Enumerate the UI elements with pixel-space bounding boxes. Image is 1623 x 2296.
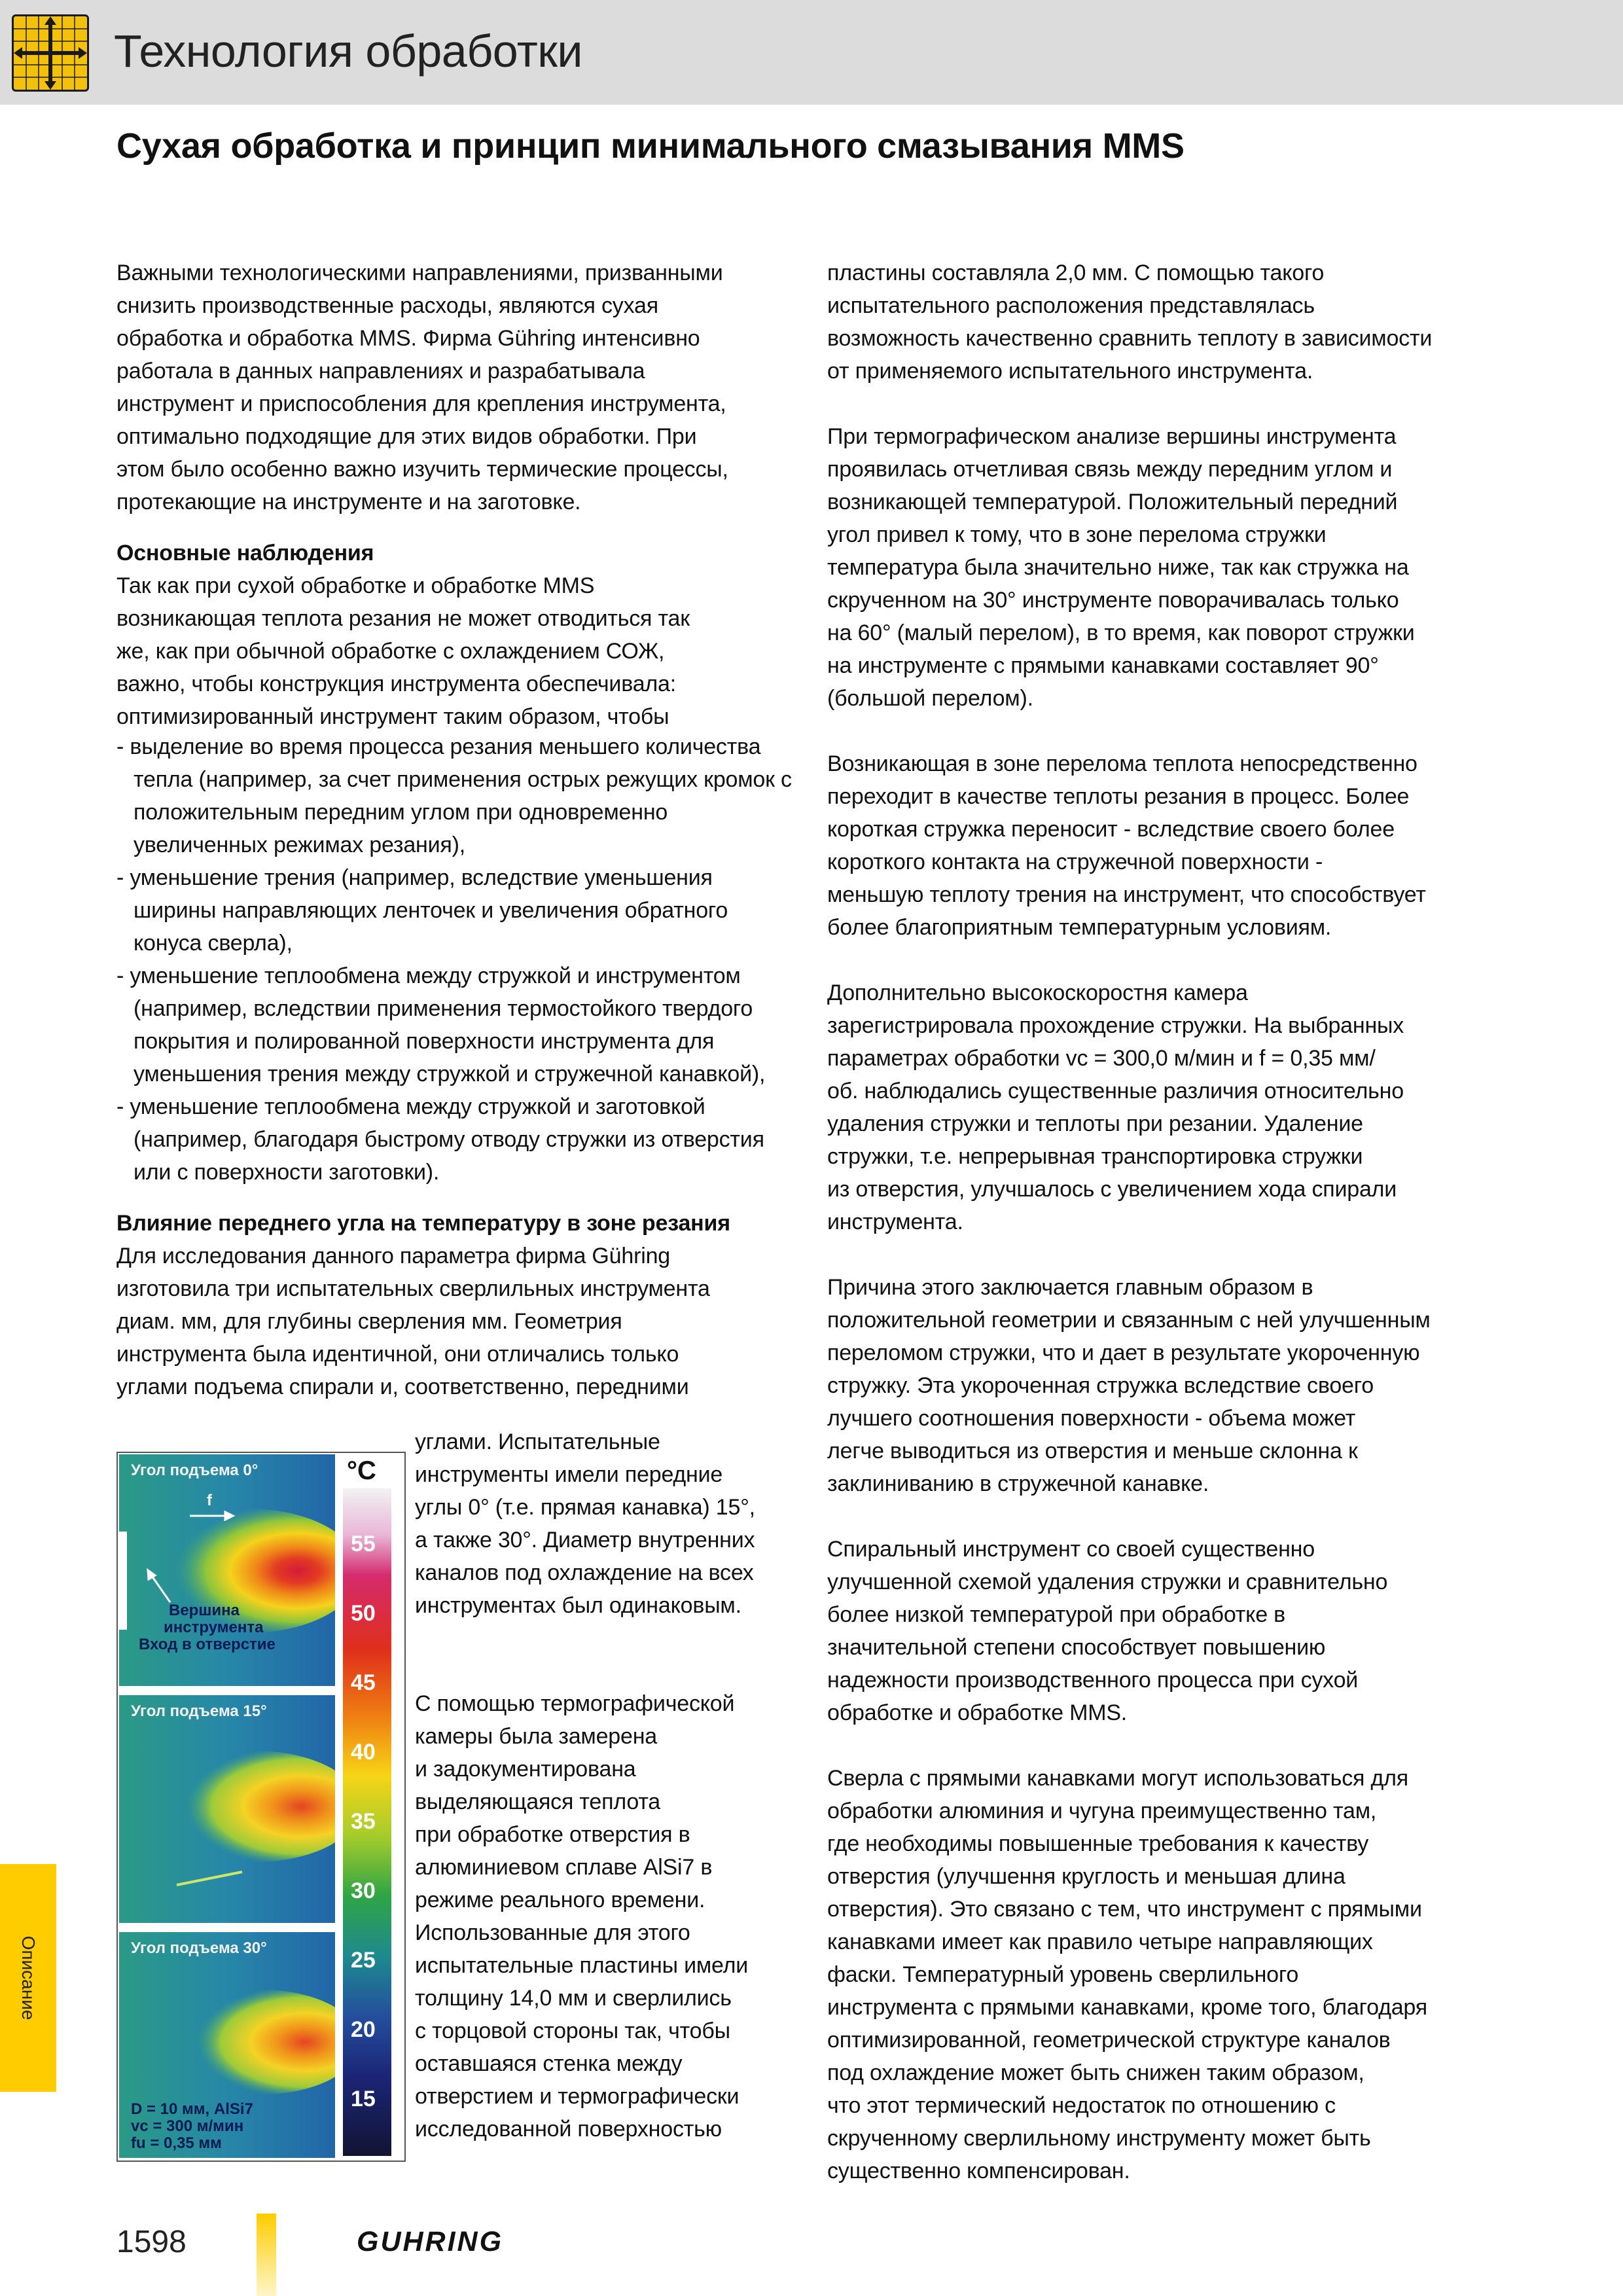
paragraph xyxy=(827,420,1554,715)
text-line: лучшего соотношения поверхности - объема может xyxy=(827,1406,1356,1431)
paragraph xyxy=(827,1533,1554,1729)
text-line: переходит в качестве теплоты резания в процесс. Более xyxy=(827,784,1410,809)
text-line: скрученном на 30° инструменте поворачивалась только xyxy=(827,588,1399,613)
text-line: отверстия). Это связано с тем, что инструмент с прямыми xyxy=(827,1897,1422,1922)
text-line: толщину 14,0 мм и сверлились xyxy=(415,1986,732,2011)
tip-note-2: инструмента xyxy=(164,1619,264,1636)
list-item: - уменьшение теплообмена между стружкой и инструментом (например, вследствии применения термостойкого твердого покрытия и полированной поверхности инструмента для уменьшения трения между стружкой и стружечной канавкой), xyxy=(116,963,766,1086)
text-line: инструмента была идентичной, они отличались только xyxy=(116,1342,679,1367)
text-line: этом было особенно важно изучить термические процессы, xyxy=(116,457,728,482)
text-line: канавками имеет как правило четыре направляющих xyxy=(827,1929,1373,1954)
text-line: протекающие на инструменте и на заготовке. xyxy=(116,490,581,514)
text-line: инструментах был одинаковым. xyxy=(415,1593,741,1618)
text-line: режиме реального времени. xyxy=(415,1888,705,1912)
params-line-3: fu = 0,35 мм xyxy=(131,2134,222,2152)
text-line: углы 0° (т.е. прямая канавка) 15°, xyxy=(415,1495,755,1520)
text-line: возможность качественно сравнить теплоту в зависимости xyxy=(827,326,1433,351)
text-line: пластины составляла 2,0 мм. С помощью такого xyxy=(827,260,1325,285)
paragraph xyxy=(827,1271,1554,1500)
text-line: и задокументирована xyxy=(415,1757,636,1782)
text-line: С помощью термографической xyxy=(415,1691,735,1716)
text-line: существенно компенсирован. xyxy=(827,2159,1130,2183)
text-line: легче выводиться из отверстия и меньше склонна к xyxy=(827,1439,1358,1463)
text-line: каналов под охлаждение на всех xyxy=(415,1560,754,1585)
text-line: оставшаяся стенка между xyxy=(415,2051,683,2076)
text-line: обработка и обработка MMS. Фирма Gühring интенсивно xyxy=(116,326,700,351)
text-line: где необходимы повышенные требования к качеству xyxy=(827,1831,1369,1856)
paragraph xyxy=(827,977,1554,1238)
params-line-2: vc = 300 м/мин xyxy=(131,2117,244,2135)
text-line: Причина этого заключается главным образом в xyxy=(827,1275,1313,1300)
text-line: При термографическом анализе вершины инструмента xyxy=(827,424,1397,449)
list-item: - выделение во время процесса резания меньшего количества тепла (например, за счет применения острых режущих кромок с положительным передним углом при одновременно увеличенных режимах резания), xyxy=(116,734,792,857)
text-line: проявилась отчетливая связь между передним углом и xyxy=(827,457,1393,482)
text-line: инструмента. xyxy=(827,1210,963,1234)
text-line: значительной степени способствует повышению xyxy=(827,1635,1326,1660)
text-line: фаски. Температурный уровень сверлильного xyxy=(827,1962,1299,1987)
text-line: Спиральный инструмент со своей существенно xyxy=(827,1537,1315,1562)
heading-observations: Основные наблюдения xyxy=(116,541,374,565)
text-line: на 60° (малый перелом), в то время, как поворот стружки xyxy=(827,620,1415,645)
text-line: на инструменте с прямыми канавками составляет 90° xyxy=(827,653,1379,678)
text-line: Возникающая в зоне перелома теплота непосредственно xyxy=(827,751,1418,776)
paragraph xyxy=(827,1762,1554,2187)
paragraph xyxy=(827,747,1554,944)
tip-note-1: Вершина xyxy=(169,1602,240,1619)
text-line: температура была значительно ниже, так как стружка на xyxy=(827,555,1409,580)
text-line: возникающая теплота резания не может отводиться так xyxy=(116,606,690,631)
text-line: стружки, т.е. непрерывная транспортировка стружки xyxy=(827,1144,1363,1169)
text-line: Важными технологическими направлениями, призванными xyxy=(116,260,723,285)
text-line: стружку. Эта укороченная стружка вследствие своего xyxy=(827,1373,1374,1398)
observations-paragraph xyxy=(116,569,797,733)
text-line: параметрах обработки vc = 300,0 м/мин и f = 0,35 мм/ xyxy=(827,1046,1376,1071)
footer-accent-bar xyxy=(257,2214,276,2296)
scale-tick: 15 xyxy=(351,2087,376,2111)
scale-tick: 35 xyxy=(351,1809,376,1834)
text-line: Так как при сухой обработке и обработке MMS xyxy=(116,573,595,598)
text-line: под охлаждение может быть снижен таким образом, xyxy=(827,2060,1364,2085)
intro-paragraph xyxy=(116,257,797,518)
scale-unit: °C xyxy=(347,1456,376,1485)
text-line: Использованные для этого xyxy=(415,1920,690,1945)
text-line: выделяющаяся теплота xyxy=(415,1789,661,1814)
text-line: обработке и обработке MMS. xyxy=(827,1700,1128,1725)
section-title: Технология обработки xyxy=(114,26,582,77)
page-title: Сухая обработка и принцип минимального смазывания MMS xyxy=(116,126,1185,166)
text-line: диам. мм, для глубины сверления мм. Геометрия xyxy=(116,1309,622,1334)
figure-side-text xyxy=(415,1426,801,2145)
text-line: а также 30°. Диаметр внутренних xyxy=(415,1528,755,1552)
scale-tick: 50 xyxy=(351,1601,376,1626)
right-column xyxy=(827,257,1554,2187)
heading-rake-angle: Влияние переднего угла на температуру в зоне резания xyxy=(116,1211,730,1236)
text-line: при обработке отверстия в xyxy=(415,1822,690,1847)
panel-label-15deg: Угол подъема 15° xyxy=(131,1702,267,1720)
text-line: Для исследования данного параметра фирма Gühring xyxy=(116,1244,670,1268)
text-line: работала в данных направлениях и разрабатывала xyxy=(116,359,645,384)
scale-tick: 40 xyxy=(351,1740,376,1765)
text-line: (большой перелом). xyxy=(827,686,1033,711)
text-line: что этот термический недостаток по отношению с xyxy=(827,2093,1336,2118)
list-item: - уменьшение трения (например, вследствие уменьшения ширины направляющих ленточек и увеличения обратного конуса сверла), xyxy=(116,865,728,956)
text-line: возникающей температурой. Положительный передний xyxy=(827,490,1398,514)
text-line: оптимизированный инструмент таким образом, чтобы xyxy=(116,704,669,729)
text-line: инструмента с прямыми канавками, кроме того, благодаря xyxy=(827,1995,1427,2020)
text-line: Сверла с прямыми канавками могут использоваться для xyxy=(827,1766,1408,1791)
text-line: зарегистрировала прохождение стружки. На выбранных xyxy=(827,1013,1404,1038)
text-line: короткого контакта на стружечной поверхности - xyxy=(827,850,1323,874)
scale-tick: 45 xyxy=(351,1670,376,1695)
text-line: меньшую теплоту трения на инструмент, что способствует xyxy=(827,882,1426,907)
panel-label-0deg: Угол подъема 0° xyxy=(131,1462,259,1479)
side-tab[interactable] xyxy=(0,1864,56,2092)
text-line: важно, чтобы конструкция инструмента обеспечивала: xyxy=(116,672,677,696)
scale-tick: 25 xyxy=(351,1948,376,1973)
list-item: - уменьшение теплообмена между стружкой и заготовкой (например, благодаря быстрому отводу стружки из отверстия или с поверхности заготовки). xyxy=(116,1094,764,1185)
text-line: с торцовой стороны так, чтобы xyxy=(415,2018,730,2043)
text-line: обработки алюминия и чугуна преимущественно там, xyxy=(827,1799,1377,1823)
text-line: снизить производственные расходы, являются сухая xyxy=(116,293,658,318)
text-line: скрученному сверлильному инструменту может быть xyxy=(827,2126,1371,2151)
left-column xyxy=(116,257,797,1403)
text-line: алюминиевом сплаве AlSi7 в xyxy=(415,1855,713,1880)
text-line: короткая стружка переносит - вследствие своего более xyxy=(827,817,1395,842)
scale-tick: 30 xyxy=(351,1878,376,1903)
text-line: инструмент и приспособления для крепления инструмента, xyxy=(116,391,726,416)
text-line: переломом стружки, что и дает в результате укороченную xyxy=(827,1340,1420,1365)
text-line: оптимизированной, геометрической структуре каналов xyxy=(827,2028,1391,2053)
text-line: улучшенной схемой удаления стружки и сравнительно xyxy=(827,1570,1388,1594)
rake-paragraph xyxy=(116,1240,797,1403)
thermogram-figure xyxy=(116,1452,406,2162)
brand-logo: GUHRING xyxy=(357,2226,504,2257)
text-line: испытательного расположения представлялась xyxy=(827,293,1315,318)
crosshair-grid-icon xyxy=(12,14,89,92)
text-line: из отверстия, улучшалось с увеличением хода спирали xyxy=(827,1177,1397,1202)
text-line: камеры была замерена xyxy=(415,1724,658,1749)
text-line: угол привел к тому, что в зоне перелома стружки xyxy=(827,522,1327,547)
side-tab-label: Описание xyxy=(18,1935,39,2020)
text-line: углами подъема спирали и, соответственно, передними xyxy=(116,1374,689,1399)
bullet-list xyxy=(116,730,797,1189)
text-line: надежности производственного процесса при сухой xyxy=(827,1668,1359,1693)
text-line: Дополнительно высокоскоростня камера xyxy=(827,980,1248,1005)
feed-label: f xyxy=(207,1492,212,1509)
params-line-1: D = 10 мм, AlSi7 xyxy=(131,2100,253,2118)
paragraph xyxy=(827,257,1554,387)
text-line: исследованной поверхностью xyxy=(415,2117,722,2142)
text-line: заклиниванию в стружечной канавке. xyxy=(827,1471,1209,1496)
page-number: 1598 xyxy=(116,2225,187,2259)
text-line: же, как при обычной обработке с охлаждением СОЖ, xyxy=(116,639,665,664)
text-line: оптимально подходящие для этих видов обработки. При xyxy=(116,424,697,449)
text-line: инструменты имели передние xyxy=(415,1462,723,1487)
text-line: углами. Испытательные xyxy=(415,1429,660,1454)
text-line: испытательные пластины имели xyxy=(415,1953,749,1978)
text-line: об. наблюдались существенные различия относительно xyxy=(827,1079,1404,1103)
tip-note-3: Вход в отверстие xyxy=(139,1636,276,1653)
scale-tick: 20 xyxy=(351,2017,376,2042)
text-line: положительной геометрии и связанным с ней улучшенным xyxy=(827,1308,1431,1333)
text-line: удаления стружки и теплоты при резании. Удаление xyxy=(827,1111,1363,1136)
panel-label-30deg: Угол подъема 30° xyxy=(131,1939,267,1957)
text-line: более низкой температурой при обработке в xyxy=(827,1602,1286,1627)
scale-tick: 55 xyxy=(351,1532,376,1556)
text-line: отверстием и термографически xyxy=(415,2084,740,2109)
text-line: отверстия (улучшення круглость и меньшая длина xyxy=(827,1864,1346,1889)
text-line: от применяемого испытательного инструмента. xyxy=(827,359,1313,384)
text-line: более благоприятным температурным условиям. xyxy=(827,915,1332,940)
text-line: изготовила три испытательных сверлильных инструмента xyxy=(116,1276,710,1301)
